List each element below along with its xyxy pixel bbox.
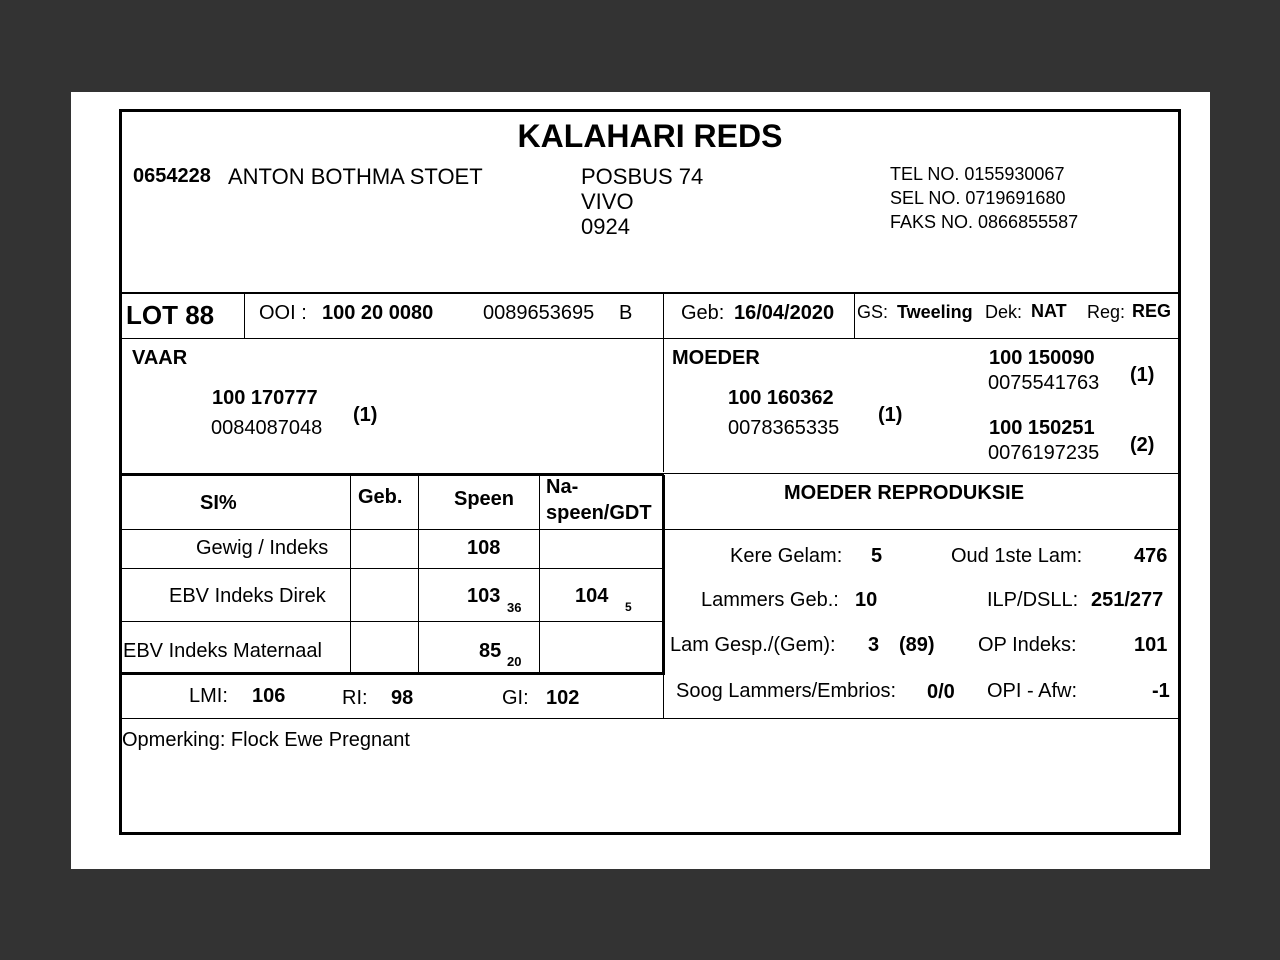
divider-pedigree <box>663 338 664 472</box>
gs-value: Tweeling <box>897 302 973 322</box>
opi-label: OPI - Afw: <box>987 680 1078 702</box>
moeder-sire-id: 0075541763 <box>988 372 1100 394</box>
si-row-label: EBV Indeks Maternaal <box>123 640 322 662</box>
si-row-speen: 103 <box>467 585 501 607</box>
gesp-value: 3 <box>868 634 880 656</box>
lmi-label: LMI: <box>189 685 228 707</box>
si-col-1 <box>350 475 351 672</box>
address-line-2: VIVO <box>581 189 634 214</box>
tel-number: TEL NO. 0155930067 <box>890 164 1065 184</box>
si-header-si: SI% <box>200 492 237 514</box>
si-col-3 <box>539 475 540 672</box>
ooi-label: OOI : <box>259 302 307 324</box>
reg-value: REG <box>1132 301 1172 321</box>
kere-value: 5 <box>871 545 883 567</box>
divider-repro-title <box>663 529 1178 530</box>
si-row-line-1 <box>122 529 663 530</box>
address-line-1: POSBUS 74 <box>581 164 704 189</box>
ri-value: 98 <box>391 687 414 709</box>
dek-value: NAT <box>1031 301 1067 321</box>
si-col-2 <box>418 475 419 672</box>
op-label: OP Indeks: <box>978 634 1077 656</box>
reg-label: Reg: <box>1087 302 1126 322</box>
moeder-id: 0078365335 <box>728 417 840 439</box>
si-row-speen-sub: 20 <box>507 654 522 669</box>
moeder-label: MOEDER <box>672 347 760 369</box>
si-header-geb: Geb. <box>358 486 403 508</box>
divider-gs <box>854 293 855 338</box>
gi-label: GI: <box>502 687 529 709</box>
geb-value: 16/04/2020 <box>734 302 835 324</box>
lammers-label: Lammers Geb.: <box>701 589 839 611</box>
opi-value: -1 <box>1152 680 1170 702</box>
si-row-line-3 <box>122 621 663 622</box>
si-row-line-2 <box>122 568 663 569</box>
ooi-value: 100 20 0080 <box>322 302 434 324</box>
lmi-value: 106 <box>252 685 286 707</box>
gi-value: 102 <box>546 687 580 709</box>
moeder-dam-note: (2) <box>1130 434 1155 456</box>
divider-pedigree-bottom-left <box>122 473 663 476</box>
vaar-note: (1) <box>353 404 378 426</box>
lammers-value: 10 <box>855 589 878 611</box>
dek-label: Dek: <box>985 302 1023 322</box>
sel-number: SEL NO. 0719691680 <box>890 188 1066 208</box>
si-row-label: Gewig / Indeks <box>196 537 329 559</box>
si-row-speen-sub: 36 <box>507 600 522 615</box>
divider-header <box>122 292 1178 294</box>
soog-label: Soog Lammers/Embrios: <box>676 680 897 702</box>
gesp-gem: (89) <box>899 634 935 656</box>
si-row-na: 104 <box>575 585 609 607</box>
ri-label: RI: <box>342 687 368 709</box>
si-row-line-4 <box>122 672 665 675</box>
moeder-sire-note: (1) <box>1130 364 1155 386</box>
breeder-name: ANTON BOTHMA STOET <box>228 164 483 189</box>
moeder-number: 100 160362 <box>728 387 834 409</box>
faks-number: FAKS NO. 0866855587 <box>890 212 1079 232</box>
divider-geb <box>663 293 664 338</box>
ilp-label: ILP/DSLL: <box>987 589 1079 611</box>
si-row-label: EBV Indeks Direk <box>169 585 326 607</box>
soog-value: 0/0 <box>927 681 955 703</box>
sale-card <box>119 109 1181 835</box>
lot-label: LOT 88 <box>126 300 215 330</box>
divider-pedigree-bottom-right <box>663 473 1178 474</box>
si-row-speen: 85 <box>479 640 502 662</box>
moeder-dam-id: 0076197235 <box>988 442 1100 464</box>
ilp-value: 251/277 <box>1091 589 1164 611</box>
lot-code: B <box>619 302 633 324</box>
divider-lot <box>244 293 245 338</box>
op-value: 101 <box>1134 634 1168 656</box>
gs-label: GS: <box>857 302 889 322</box>
gesp-label: Lam Gesp./(Gem): <box>670 634 836 656</box>
oud-label: Oud 1ste Lam: <box>951 545 1083 567</box>
vaar-label: VAAR <box>132 347 188 369</box>
si-header-na: Na- <box>546 476 579 498</box>
card-title: KALAHARI REDS <box>517 118 783 154</box>
divider-lot-row <box>122 338 1178 339</box>
geb-label: Geb: <box>681 302 725 324</box>
divider-remark <box>122 718 1178 719</box>
kere-label: Kere Gelam: <box>730 545 843 567</box>
si-row-speen: 108 <box>467 537 501 559</box>
breeder-number: 0654228 <box>133 165 211 187</box>
si-header-speen: Speen <box>454 488 515 510</box>
repro-title: MOEDER REPRODUKSIE <box>784 482 1025 504</box>
vaar-id: 0084087048 <box>211 417 323 439</box>
oud-value: 476 <box>1134 545 1168 567</box>
moeder-note: (1) <box>878 404 903 426</box>
divider-repro <box>663 474 664 719</box>
lot-id: 0089653695 <box>483 302 595 324</box>
vaar-number: 100 170777 <box>212 387 318 409</box>
address-line-3: 0924 <box>581 214 630 239</box>
moeder-sire-number: 100 150090 <box>989 347 1095 369</box>
si-row-na-sub: 5 <box>625 600 632 614</box>
si-header-gdt: speen/GDT <box>546 502 652 524</box>
moeder-dam-number: 100 150251 <box>989 417 1095 439</box>
remark-text: Opmerking: Flock Ewe Pregnant <box>122 729 410 751</box>
